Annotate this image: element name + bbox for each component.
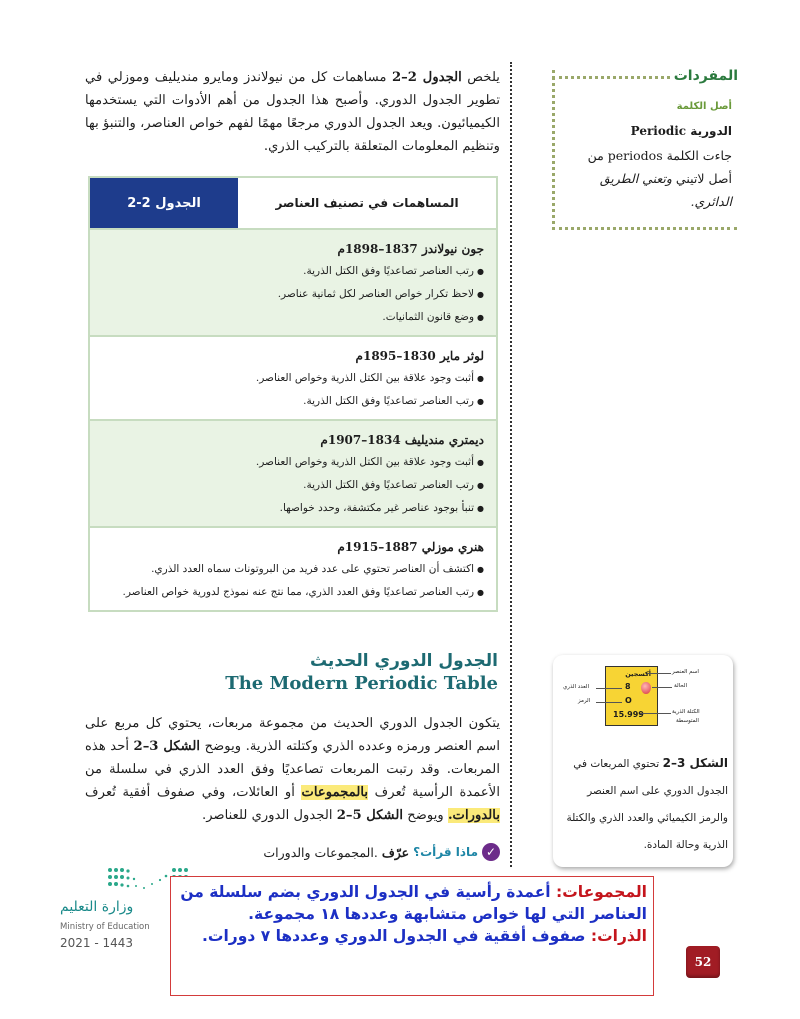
label-mass-2: المتوسطة [676, 718, 699, 724]
contribution-item: ● تنبأ بوجود عناصر غير مكتشفة، وحدد خواصها. [102, 497, 484, 520]
vocabulary-title: المفردات [670, 68, 738, 84]
intro-prefix: يلخص [461, 70, 500, 85]
figure-caption-text: تحتوي المربعات في الجدول الدوري على اسم العنصر والرمز الكيميائي والعدد الذري والكتلة الذرية وحالة المادة. [566, 758, 728, 851]
vocab-definition [562, 144, 732, 213]
periods-term-highlight: بالدورات. [447, 808, 500, 823]
table-number: الجدول 2-2 [90, 178, 238, 228]
label-line [596, 688, 622, 689]
groups-answer-text: أعمدة رأسية في الجدول الدوري بضم سلسلة من العناصر التي لها خواص متشابهة وعددها ١٨ مجموعة. [180, 883, 647, 923]
contribution-item: ● رتب العناصر تصاعديًا وفق الكتل الذرية. [102, 474, 484, 497]
reading-check-text: المجموعات والدورات. [263, 844, 378, 860]
definition-text: من أصل لاتيني [587, 148, 732, 186]
scientist-name: ديمتري منديليف 1834–1907م [320, 433, 484, 447]
ministry-name-english: Ministry of Education [60, 922, 150, 932]
reading-check [250, 843, 500, 861]
contribution-item: ● رتب العناصر تصاعديًا وفق الكتل الذرية. [102, 390, 484, 413]
paragraph-text: ويوضح [403, 808, 448, 823]
table-title: المساهمات في تصنيف العناصر [238, 178, 496, 228]
label-line [596, 702, 622, 703]
definition-meaning: وتعني الطريق الدائري. [599, 171, 732, 209]
vocab-word-english: Periodic [630, 124, 687, 138]
heading-arabic: الجدول الدوري الحديث [309, 651, 498, 671]
figure-caption-number: الشكل 3–2 [662, 756, 728, 770]
figure-reference: الشكل 5–2 [336, 808, 403, 823]
modern-paragraph [85, 712, 500, 827]
section-heading [85, 650, 498, 696]
vocabulary-body [562, 96, 732, 213]
contribution-item: ● أثبت وجود علاقة بين الكتل الذرية وخواص العناصر. [102, 367, 484, 390]
table-reference: الجدول 2–2 [391, 70, 462, 85]
element-name: أكسجين [625, 670, 651, 678]
label-mass-1: الكتلة الذرية [672, 709, 700, 715]
element-square [605, 666, 658, 726]
contribution-item: ● رتب العناصر تصاعديًا وفق الكتل الذرية. [102, 260, 484, 283]
ministry-name-arabic: وزارة التعليم [60, 899, 134, 915]
reading-check-label: ماذا قرأت؟ [413, 845, 478, 859]
table-header [90, 178, 496, 230]
vocabulary-box-top-border [552, 76, 682, 79]
page-number: 52 [686, 946, 720, 978]
contribution-item: ● اكتشف أن العناصر تحتوي على عدد فريد من البروتونات سماه العدد الذري. [102, 558, 484, 581]
contribution-item: ● أثبت وجود علاقة بين الكتل الذرية وخواص العناصر. [102, 451, 484, 474]
figure-reference: الشكل 3–2 [133, 739, 201, 754]
label-symbol: الرمز [578, 698, 591, 704]
contribution-item: ● رتب العناصر تصاعديًا وفق العدد الذري، مما نتج عنه نموذج لدورية خواص العناصر. [102, 581, 484, 604]
column-divider [510, 62, 512, 867]
table-row [90, 337, 496, 421]
table-row [90, 421, 496, 528]
atomic-number: 8 [625, 682, 631, 691]
intro-paragraph [85, 66, 500, 158]
intro-text: مساهمات كل من نيولاندز ومايرو منديليف وموزلي في تطوير الجدول الدوري. وأصبح هذا الجدول من أهم الأدوات التي يستخدمها الكيميائيون. ويعد الجدول الدوري مرجعًا مهمًا لفهم خواص العناصر، والتنبؤ بها وتنظيم المعلومات المتعلقة بالتركيب الذري. [85, 70, 500, 154]
figure-caption [562, 750, 728, 859]
scientist-name: لوثر ماير 1830–1895م [355, 349, 484, 363]
paragraph-text: أحد هذه المربعات. وقد رتبت المربعات تصاعديًا وفق العدد الذري في سلسلة من الأعمدة الرأسية تُعرف [85, 739, 500, 800]
vocab-word [562, 118, 732, 144]
scientist-name: هنري موزلي 1887–1915م [337, 540, 484, 554]
contributions-table [88, 176, 498, 612]
paragraph-text: يتكون الجدول الدوري الحديث من مجموعة مربعات، يحتوي كل مربع على اسم العنصر ورمزه وعدده الذري وكتلته الذرية. ويوضح [85, 716, 500, 754]
label-line [652, 687, 672, 688]
definition-text: جاءت الكلمة [662, 148, 732, 163]
contribution-item: ● لاحظ تكرار خواص العناصر لكل ثمانية عناصر. [102, 283, 484, 306]
label-atomic-number: العدد الذري [563, 684, 589, 690]
word-origin-label: أصل الكلمة [676, 101, 732, 112]
table-row [90, 230, 496, 337]
paragraph-text: الجدول الدوري للعناصر. [202, 808, 337, 823]
answer-box [170, 876, 654, 996]
periods-answer-term: الذرات: [590, 927, 647, 945]
groups-answer [179, 881, 647, 925]
groups-answer-term: المجموعات: [556, 883, 647, 901]
reading-check-verb: عرّف [381, 844, 410, 860]
label-state: الحالة [674, 683, 688, 689]
checkmark-icon: ✓ [482, 843, 500, 861]
table-row [90, 528, 496, 610]
vocab-word-arabic: الدورية [686, 124, 732, 138]
gas-state-icon [641, 682, 651, 694]
scientist-name: جون نيولاندز 1837–1898م [337, 242, 484, 256]
periods-answer-text: صفوف أفقية في الجدول الدوري وعددها ٧ دورات. [202, 927, 591, 945]
contribution-item: ● وضع قانون الثمانيات. [102, 306, 484, 329]
latin-word: periodos [607, 148, 663, 163]
periods-answer [179, 925, 647, 947]
label-line [640, 713, 671, 714]
heading-english: The Modern Periodic Table [225, 673, 498, 694]
academic-year: 2021 - 1443 [60, 936, 134, 950]
element-symbol: O [625, 696, 632, 705]
atomic-mass: 15.999 [613, 710, 644, 719]
paragraph-text: أو العائلات، وفي صفوف أفقية تُعرف [85, 785, 302, 800]
label-line [647, 673, 671, 674]
label-element-name: اسم العنصر [672, 669, 699, 675]
groups-term-highlight: بالمجموعات [301, 785, 369, 800]
